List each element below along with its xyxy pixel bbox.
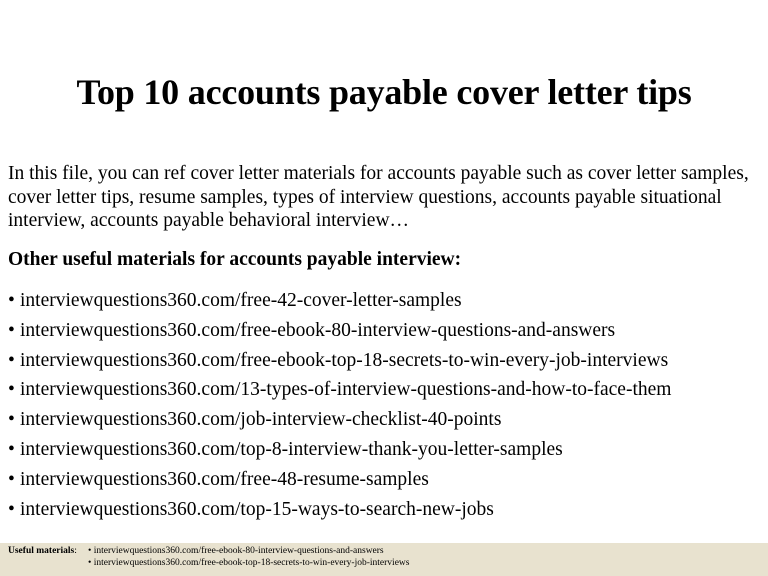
bullet-icon: • [8, 290, 15, 311]
bullet-icon: • [8, 438, 15, 460]
link-text[interactable]: interviewquestions360.com/free-ebook-80-interview-questions-and-answers [20, 319, 616, 341]
list-item[interactable] [8, 497, 671, 527]
link-text[interactable]: interviewquestions360.com/13-types-of-interview-questions-and-how-to-face-them [20, 379, 672, 401]
list-item[interactable] [8, 467, 671, 497]
bullet-icon: • [8, 319, 15, 341]
bullet-icon: • [8, 498, 15, 520]
link-text[interactable]: interviewquestions360.com/free-48-resume-samples [20, 468, 429, 490]
footer-link[interactable]: • interviewquestions360.com/free-ebook-80-interview-questions-and-answers [88, 546, 384, 556]
link-text[interactable]: interviewquestions360.com/top-15-ways-to-search-new-jobs [20, 498, 494, 520]
bullet-icon: • [8, 379, 15, 401]
footer-label [8, 545, 77, 557]
bullet-icon: • [8, 468, 15, 490]
list-item[interactable] [8, 348, 671, 378]
bullet-icon: • [8, 349, 15, 371]
footer-label-colon: : [74, 546, 77, 556]
footer-link[interactable]: • interviewquestions360.com/free-ebook-top-18-secrets-to-win-every-job-interviews [88, 558, 410, 568]
link-text[interactable]: interviewquestions360.com/job-interview-checklist-40-points [20, 409, 502, 431]
footer-links [88, 545, 409, 569]
link-text[interactable]: interviewquestions360.com/free-ebook-top-18-secrets-to-win-every-job-interviews [20, 349, 669, 371]
list-item[interactable] [8, 377, 671, 407]
materials-list [8, 288, 671, 526]
footer-bar [0, 543, 768, 576]
slide-title: Top 10 accounts payable cover letter tips [76, 72, 692, 112]
list-item[interactable] [8, 407, 671, 437]
list-item[interactable] [8, 288, 671, 318]
list-item[interactable] [8, 318, 671, 348]
intro-paragraph: In this file, you can ref cover letter materials for accounts payable such as cover letter samples, cover letter tips, resume samples, types of interview questions, accounts payable situational interview, accounts payable behavioral interview… [8, 163, 749, 231]
bullet-icon: • [8, 409, 15, 431]
footer-label-text: Useful materials [8, 546, 75, 556]
link-text[interactable]: interviewquestions360.com/top-8-interview-thank-you-letter-samples [20, 438, 563, 460]
link-text[interactable]: interviewquestions360.com/free-42-cover-letter-samples [20, 290, 462, 311]
list-item[interactable] [8, 437, 671, 467]
materials-heading: Other useful materials for accounts payable interview: [8, 249, 462, 270]
